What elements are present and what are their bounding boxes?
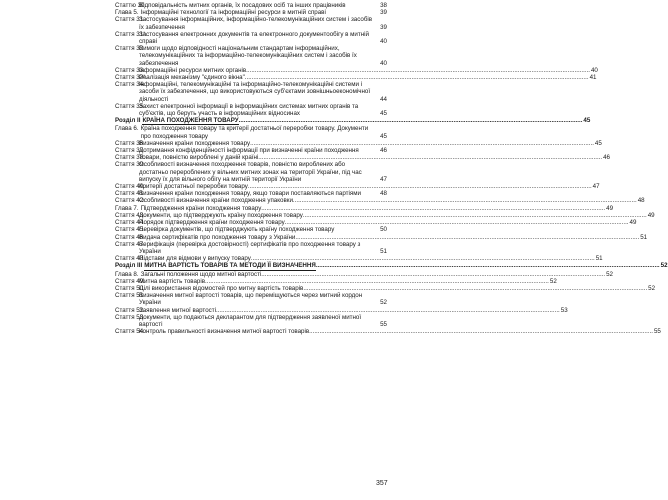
toc-entry-page: 52 xyxy=(660,262,668,270)
toc-entry-label: Глава 7. xyxy=(115,204,139,212)
toc-entry xyxy=(115,81,387,103)
toc-entry-title: Критерії достатньої переробки товару xyxy=(139,183,248,191)
table-of-contents xyxy=(115,2,668,336)
toc-entry-title: Контроль правильності визначення митної вартості товарів xyxy=(139,328,310,336)
toc-entry-body xyxy=(139,147,387,154)
dot-leader: ........................................................................................................................................................................................................ xyxy=(246,66,590,74)
toc-entry-label: Статтю 30. xyxy=(115,2,147,9)
toc-entry-label: Стаття 36. xyxy=(115,139,145,147)
toc-entry-label: Стаття 32. xyxy=(115,45,145,53)
dot-leader: ........................................................................................................................................................................................................ xyxy=(238,117,583,125)
toc-entry-title: Порядок підтвердження країни походження товару xyxy=(139,219,285,227)
toc-entry-page: 45 xyxy=(583,117,591,125)
toc-entry-body xyxy=(139,2,387,9)
toc-entry-label: Глава 5. xyxy=(115,9,139,17)
toc-entry xyxy=(115,262,668,270)
toc-entry-body xyxy=(139,219,637,227)
toc-entry-title: Документи, що підтверджують країну походження товару xyxy=(139,211,303,219)
toc-entry-page: 51 xyxy=(640,233,648,241)
toc-entry-body xyxy=(139,16,387,30)
toc-entry xyxy=(115,74,597,82)
toc-entry-title: Особливості визначення країни походження упаковки xyxy=(139,197,293,205)
toc-entry-page: 46 xyxy=(380,147,387,155)
dot-leader: ........................................................................................................................................................................................................ xyxy=(302,211,647,219)
toc-entry-body xyxy=(139,81,387,103)
toc-entry-body xyxy=(139,190,387,197)
toc-entry-page: 47 xyxy=(592,183,600,191)
toc-entry-body xyxy=(140,204,614,212)
toc-entry-label: Стаття 33¹. xyxy=(115,74,147,82)
toc-entry-page: 50 xyxy=(380,226,387,234)
toc-entry-page: 52 xyxy=(380,299,387,307)
toc-entry-title: Застосування електронних документів та електронного документообігу в митній справі xyxy=(139,30,369,46)
toc-entry-title: Митна вартість товарів xyxy=(139,277,206,285)
toc-entry-label: Розділ II xyxy=(115,117,141,125)
toc-entry xyxy=(115,270,613,278)
toc-entry xyxy=(115,233,648,241)
toc-entry-title: Інформаційні, телекомунікаційні та інформаційно-телекомунікаційні системи і засоби їх забезпечення, що використовуються суб'єктами зовнішньоекономічної діяльності xyxy=(139,81,371,103)
toc-entry xyxy=(115,16,387,30)
toc-entry-label: Стаття 44. xyxy=(115,219,145,227)
toc-entry xyxy=(115,2,387,9)
toc-entry xyxy=(115,197,645,205)
toc-entry-title: Заявлення митної вартості xyxy=(139,306,216,314)
dot-leader: ........................................................................................................................................................................................................ xyxy=(258,154,603,162)
toc-entry-label: Стаття 41. xyxy=(115,190,145,198)
toc-entry-label: Стаття 39. xyxy=(115,161,145,169)
toc-entry xyxy=(115,255,603,263)
dot-leader: ........................................................................................................................................................................................................ xyxy=(295,233,640,241)
toc-entry-title: Підстави для відмови у випуску товару xyxy=(139,255,251,263)
toc-entry-body xyxy=(139,103,387,117)
toc-entry-title: Реалізація механізму "єдиного вікна" xyxy=(139,74,245,82)
toc-entry-page: 45 xyxy=(594,139,602,147)
dot-leader: ........................................................................................................................................................................................................ xyxy=(244,74,589,82)
toc-entry-page: 45 xyxy=(380,132,387,140)
toc-entry-body xyxy=(141,9,387,16)
toc-entry-title: Товари, повністю вироблені у даній країні xyxy=(139,154,259,162)
dot-leader: ........................................................................................................................................................................................................ xyxy=(303,284,648,292)
toc-entry xyxy=(115,139,602,147)
toc-entry-label: Стаття 48. xyxy=(115,255,145,263)
toc-entry-label: Стаття 38. xyxy=(115,154,145,162)
toc-entry-body xyxy=(139,314,387,328)
toc-entry xyxy=(115,154,610,162)
toc-entry-title: Застосування інформаційних, інформаційно-телекомунікаційних систем і засобів їх забезпечення xyxy=(139,16,373,31)
toc-entry-page: 52 xyxy=(648,284,656,292)
toc-entry-title: Визначення митної вартості товарів, що переміщуються через митний кордон України xyxy=(139,292,363,307)
toc-entry xyxy=(115,328,661,336)
toc-entry-body xyxy=(139,328,661,336)
toc-entry-page: 55 xyxy=(653,328,661,336)
toc-entry-title: КРАЇНА ПОХОДЖЕННЯ ТОВАРУ xyxy=(142,117,239,125)
toc-entry-page: 40 xyxy=(380,38,387,46)
toc-entry-body xyxy=(139,233,648,241)
dot-leader: ........................................................................................................................................................................................................ xyxy=(309,328,653,336)
toc-entry-title: Інформаційні ресурси митних органів xyxy=(139,66,247,74)
dot-leader: ........................................................................................................................................................................................................ xyxy=(250,255,595,263)
toc-entry-body xyxy=(139,292,387,306)
dot-leader: ........................................................................................................................................................................................................ xyxy=(292,197,637,205)
toc-entry-page: 49 xyxy=(606,204,614,212)
toc-entry-page: 51 xyxy=(595,255,603,263)
toc-entry-title: Вимоги щодо відповідності національним стандартам інформаційних, телекомунікаційних та інформаційно-телекомунікаційних систем і засобів їх забезпечення xyxy=(139,45,357,67)
toc-entry-title: Визначення країни походження товару xyxy=(139,139,251,147)
toc-entry-page: 38 xyxy=(380,2,387,9)
toc-entry-label: Стаття 43. xyxy=(115,211,145,219)
toc-entry xyxy=(115,292,387,306)
toc-entry-body xyxy=(139,277,557,285)
toc-entry xyxy=(115,103,387,117)
toc-entry-title: Видача сертифікатів про походження товару з України xyxy=(139,233,296,241)
toc-entry-title: Підтвердження країни походження товару xyxy=(140,204,262,212)
toc-entry-body xyxy=(139,45,387,67)
toc-entry xyxy=(115,9,387,16)
toc-entry-page: 53 xyxy=(560,306,568,314)
toc-entry-title: Особливості визначення походження товарів, повністю вироблених або достатньо перероблених у вільних митних зонах на території України, під час випуску їх для вільного обігу на митній території України xyxy=(139,161,362,183)
toc-entry-body xyxy=(139,241,387,255)
toc-entry-page: 40 xyxy=(590,66,598,74)
toc-entry xyxy=(115,183,600,191)
toc-entry xyxy=(115,314,387,328)
toc-entry-body xyxy=(139,255,603,263)
toc-entry-label: Стаття 34. xyxy=(115,81,145,89)
toc-entry-page: 47 xyxy=(380,175,387,183)
toc-entry xyxy=(115,117,591,125)
toc-entry-page: 52 xyxy=(606,270,613,278)
toc-entry-body xyxy=(139,284,656,292)
toc-entry-title: Цілі використання відомостей про митну вартість товарів xyxy=(139,284,304,292)
toc-entry-label: Стаття 52. xyxy=(115,306,145,314)
toc-entry-body xyxy=(139,66,598,74)
toc-entry xyxy=(115,147,387,154)
dot-leader: ........................................................................................................................................................................................................ xyxy=(315,262,660,270)
toc-entry-title: Верифікація (перевірка достовірності) сертифікатів про походження товару з України xyxy=(139,240,361,255)
toc-entry-title: Перевірка документів, що підтверджують країну походження товару xyxy=(139,226,335,234)
toc-entry-page: 48 xyxy=(380,190,387,198)
toc-entry-page: 46 xyxy=(603,154,610,162)
toc-entry xyxy=(115,31,387,45)
toc-entry-body xyxy=(142,117,591,125)
toc-entry-label: Глава 8. xyxy=(115,270,139,278)
toc-entry-body xyxy=(139,74,597,82)
toc-entry-title: Відповідальність митних органів, їх посадових осіб та інших працівників xyxy=(139,2,346,9)
toc-entry-page: 39 xyxy=(380,9,387,17)
toc-entry-body xyxy=(139,154,610,162)
toc-entry-page: 48 xyxy=(637,197,645,205)
toc-entry-page: 49 xyxy=(629,219,637,227)
toc-entry xyxy=(115,306,568,314)
toc-entry-body xyxy=(139,31,387,45)
toc-entry-title: Захист електронної інформації в інформаційних системах митних органів та суб'єктів, що беруть участь в інформаційних відносинах xyxy=(139,102,359,118)
toc-entry-title: МИТНА ВАРТІСТЬ ТОВАРІВ ТА МЕТОДИ ЇЇ ВИЗНАЧЕННЯ xyxy=(144,262,316,270)
dot-leader: ........................................................................................................................................................................................................ xyxy=(250,139,594,147)
toc-entry xyxy=(115,45,387,67)
toc-entry xyxy=(115,204,614,212)
toc-entry-body xyxy=(139,226,387,233)
toc-entry xyxy=(115,241,387,255)
toc-entry-title: Дотримання конфіденційності інформації при визначенні країни походження xyxy=(139,147,359,155)
toc-entry xyxy=(115,219,637,227)
dot-leader: ........................................................................................................................................................................................................ xyxy=(205,277,549,285)
toc-entry-label: Стаття 31¹. xyxy=(115,30,147,38)
toc-entry-label: Стаття 42. xyxy=(115,197,145,205)
dot-leader: ........................................................................................................................................................................................................ xyxy=(261,204,606,212)
toc-entry xyxy=(115,161,387,183)
toc-entry-label: Стаття 49. xyxy=(115,277,145,285)
toc-entry-label: Стаття 37. xyxy=(115,147,145,155)
toc-entry-body xyxy=(140,270,613,278)
toc-entry-title: Країна походження товару та критерії достатньої переробки товару. Документи про походження товару xyxy=(140,125,369,140)
toc-entry-label: Стаття 45. xyxy=(115,226,145,234)
toc-entry-label: Стаття 47. xyxy=(115,240,145,248)
toc-entry-label: Стаття 40. xyxy=(115,183,145,191)
toc-entry xyxy=(115,277,557,285)
toc-entry-label: Стаття 35. xyxy=(115,102,145,110)
toc-entry xyxy=(115,190,387,197)
toc-entry-body xyxy=(139,183,600,191)
toc-entry-body xyxy=(139,197,645,205)
toc-entry-page: 51 xyxy=(380,247,387,255)
toc-entry xyxy=(115,226,387,233)
toc-entry-body xyxy=(144,262,668,270)
toc-entry xyxy=(115,125,387,139)
toc-entry-label: Стаття 51. xyxy=(115,292,145,300)
toc-entry-label: Стаття 46. xyxy=(115,233,145,241)
toc-entry-body xyxy=(139,139,602,147)
toc-entry-title: Визначення країни походження товару, якщо товари поставляються партіями xyxy=(139,190,361,198)
toc-entry-title: Загальні положення щодо митної вартості xyxy=(140,270,262,278)
toc-entry-body xyxy=(139,211,655,219)
toc-entry xyxy=(115,211,655,219)
toc-entry-page: 39 xyxy=(380,23,387,31)
toc-entry-title: Інформаційні технології та інформаційні ресурси в митній справі xyxy=(140,9,326,17)
dot-leader: ........................................................................................................................................................................................................ xyxy=(284,219,629,227)
toc-entry xyxy=(115,66,598,74)
toc-entry-label: Розділ III xyxy=(115,262,143,270)
page-number: 357 xyxy=(376,480,388,487)
dot-leader: ........................................................................................................................................................................................................ xyxy=(261,270,606,278)
toc-entry-title: Документи, що подаються декларантом для підтвердження заявленої митної вартості xyxy=(139,313,362,328)
toc-entry-page: 52 xyxy=(549,277,557,285)
toc-entry-label: Стаття 50. xyxy=(115,284,145,292)
toc-entry-body xyxy=(141,125,387,139)
toc-entry-label: Стаття 33. xyxy=(115,66,145,74)
toc-entry-label: Стаття 53. xyxy=(115,313,145,321)
toc-entry-page: 45 xyxy=(380,110,387,118)
toc-entry-label: Стаття 54. xyxy=(115,328,145,336)
dot-leader: ........................................................................................................................................................................................................ xyxy=(215,306,560,314)
toc-entry-page: 41 xyxy=(589,74,597,82)
toc-entry xyxy=(115,284,656,292)
toc-entry-body xyxy=(139,306,568,314)
toc-entry-page: 40 xyxy=(380,59,387,67)
toc-entry-body xyxy=(139,161,387,183)
toc-entry-label: Глава 6. xyxy=(115,125,139,133)
toc-entry-label: Стаття 31. xyxy=(115,16,145,24)
toc-entry-page: 49 xyxy=(647,211,655,219)
toc-entry-page: 55 xyxy=(380,320,387,328)
dot-leader: ........................................................................................................................................................................................................ xyxy=(247,183,592,191)
toc-entry-page: 44 xyxy=(380,95,387,103)
